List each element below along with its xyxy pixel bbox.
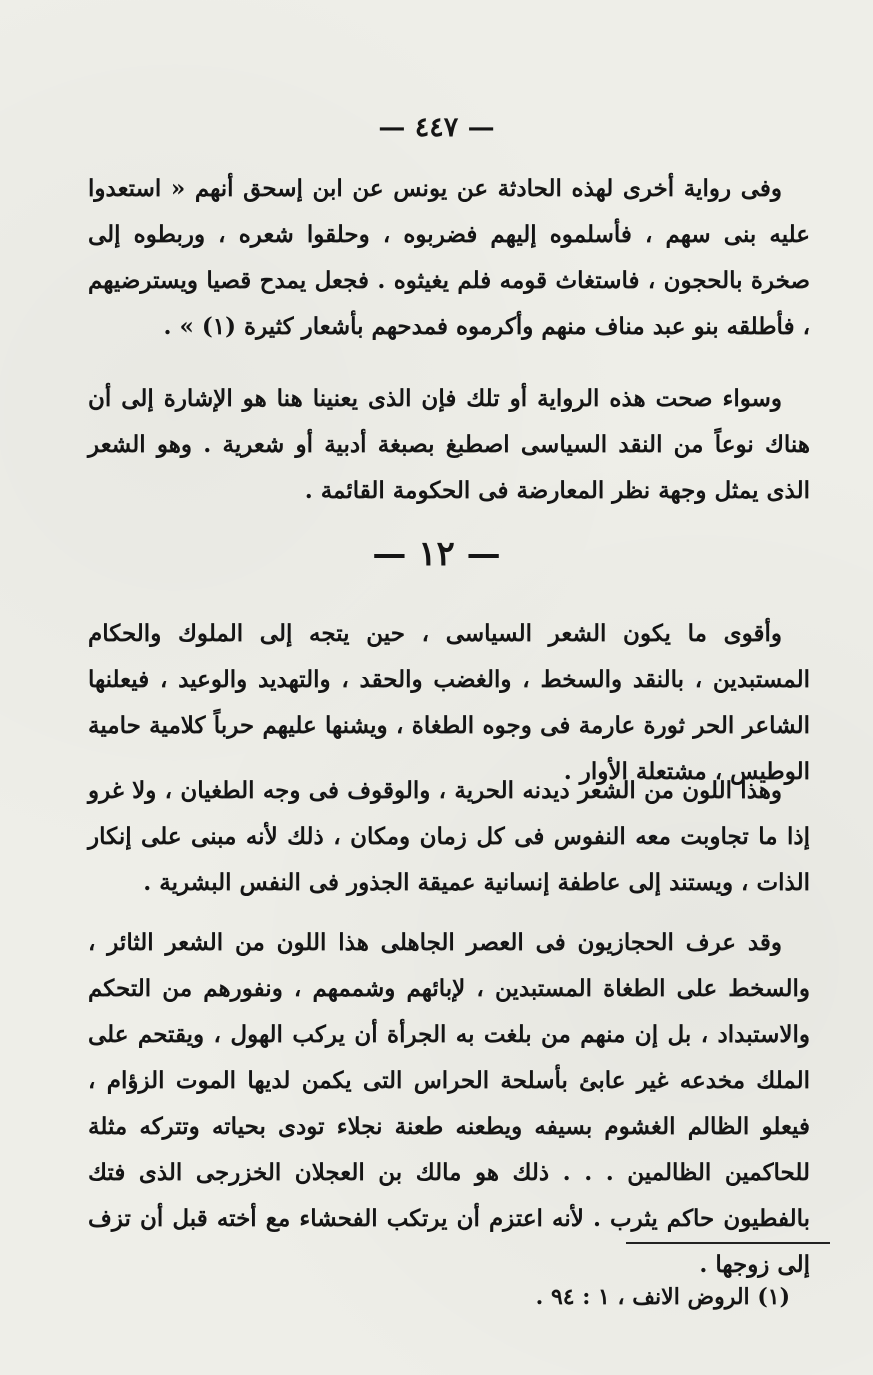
footnote: (١) الروض الانف ، ١ : ٩٤ . — [535, 1284, 790, 1310]
paragraph-4 — [88, 768, 810, 906]
paragraph-text: وهذا اللون من الشعر ديدنه الحرية ، والوقوف فى وجه الطغيان ، ولا غرو إذا ما تجاوبت معه النفوس فى كل زمان ومكان ، ذلك لأنه مبنى على إنكار الذات ، ويستند إلى عاطفة إنسانية عميقة الجذور فى النفس البشرية . — [88, 777, 810, 896]
footnote-divider — [626, 1242, 830, 1244]
paragraph-text: وسواء صحت هذه الرواية أو تلك فإن الذى يعنينا هنا هو الإشارة إلى أن هناك نوعاً من النقد السياسى اصطبغ بصبغة أدبية أو شعرية . وهو الشعر الذى يمثل وجهة نظر المعارضة فى الحكومة القائمة . — [88, 385, 810, 504]
section-number: — ١٢ — — [372, 534, 501, 574]
page-number: — ٤٤٧ — — [378, 112, 495, 143]
paragraph-5 — [88, 920, 810, 1288]
paragraph-text: وقد عرف الحجازيون فى العصر الجاهلى هذا اللون من الشعر الثائر ، والسخط على الطغاة المستبدين ، لإبائهم وشممهم ، ونفورهم من التحكم والاستبداد ، بل إن منهم من بلغت به الجرأة أن يركب الهول ، ويقتحم على الملك مخدعه غير عابئ بأسلحة الحراس التى يكمن لديها الموت الزؤام ، فيعلو الظالم الغشوم بسيفه ويطعنه طعنة نجلاء تودى بحياته وتتركه مثلة للحاكمين الظالمين . . . ذلك هو مالك بن العجلان الخزرجى الذى فتك بالفطيون حاكم يثرب . لأنه اعتزم أن يرتكب الفحشاء مع أخته قبل أن تزف إلى زوجها . — [88, 929, 810, 1278]
paragraph-text: وأقوى ما يكون الشعر السياسى ، حين يتجه إلى الملوك والحكام المستبدين ، بالنقد والسخط ، والغضب والحقد ، والتهديد والوعيد ، فيعلنها الشاعر الحر ثورة عارمة فى وجوه الطغاة ، ويشنها عليهم حرباً كلامية حامية الوطيس ، مشتعلة الأوار . — [88, 620, 810, 785]
paragraph-2 — [88, 376, 810, 514]
paragraph-text: وفى رواية أخرى لهذه الحادثة عن يونس عن ابن إسحق أنهم « استعدوا عليه بنى سهم ، فأسلموه إليهم فضربوه ، وحلقوا شعره ، وربطوه إلى صخرة بالحجون ، فاستغاث قومه فلم يغيثوه . فجعل يمدح قصيا ويسترضيهم ، فأطلقه بنو عبد مناف منهم وأكرموه فمدحهم بأشعار كثيرة (١) » . — [88, 175, 810, 340]
paragraph-1 — [88, 166, 810, 350]
